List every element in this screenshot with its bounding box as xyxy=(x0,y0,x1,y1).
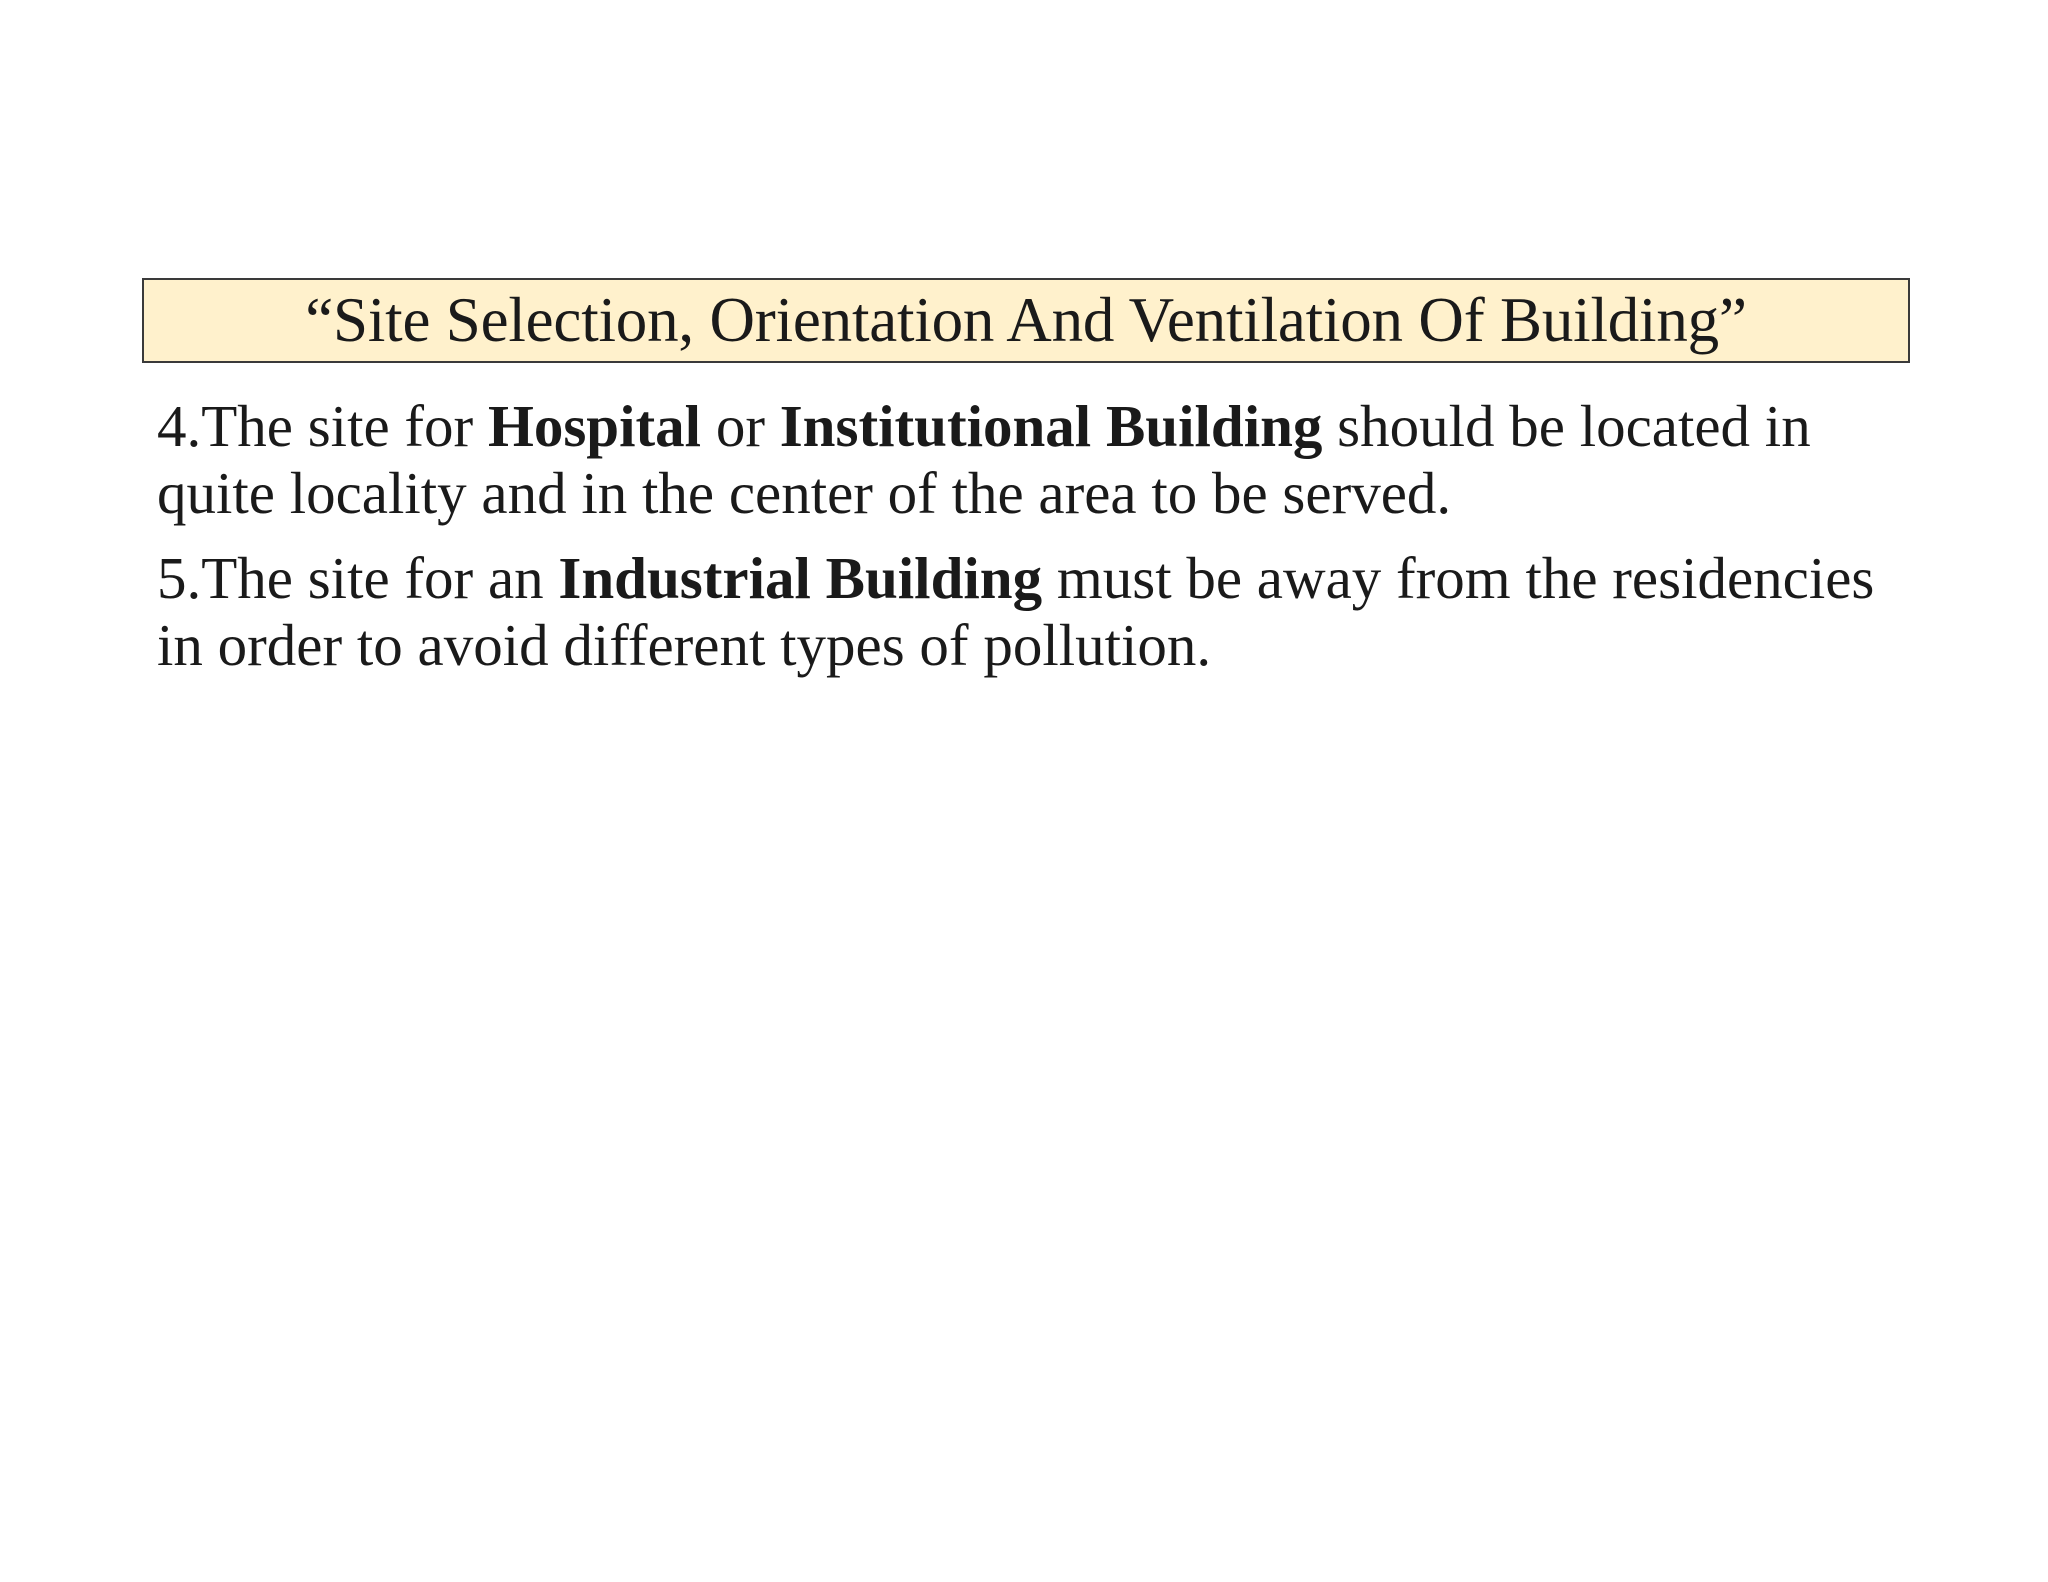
point-4-suffix: should be located in quite locality and in the center of the area to be served. xyxy=(157,393,1811,526)
point-4-mid: or xyxy=(701,393,780,459)
point-4-bold-institutional: Institutional Building xyxy=(779,393,1323,459)
point-5 xyxy=(157,545,1917,679)
point-5-suffix: must be away from the residencies in order to avoid different types of pollution. xyxy=(157,545,1875,678)
point-4-bold-hospital: Hospital xyxy=(487,393,702,459)
point-4-prefix: 4.The site for xyxy=(157,393,488,459)
point-4 xyxy=(157,393,1917,527)
point-5-prefix: 5.The site for an xyxy=(157,545,559,611)
slide-title: “Site Selection, Orientation And Ventilation Of Building” xyxy=(305,285,1747,355)
title-box xyxy=(142,278,1910,363)
point-5-bold-industrial: Industrial Building xyxy=(558,545,1043,611)
